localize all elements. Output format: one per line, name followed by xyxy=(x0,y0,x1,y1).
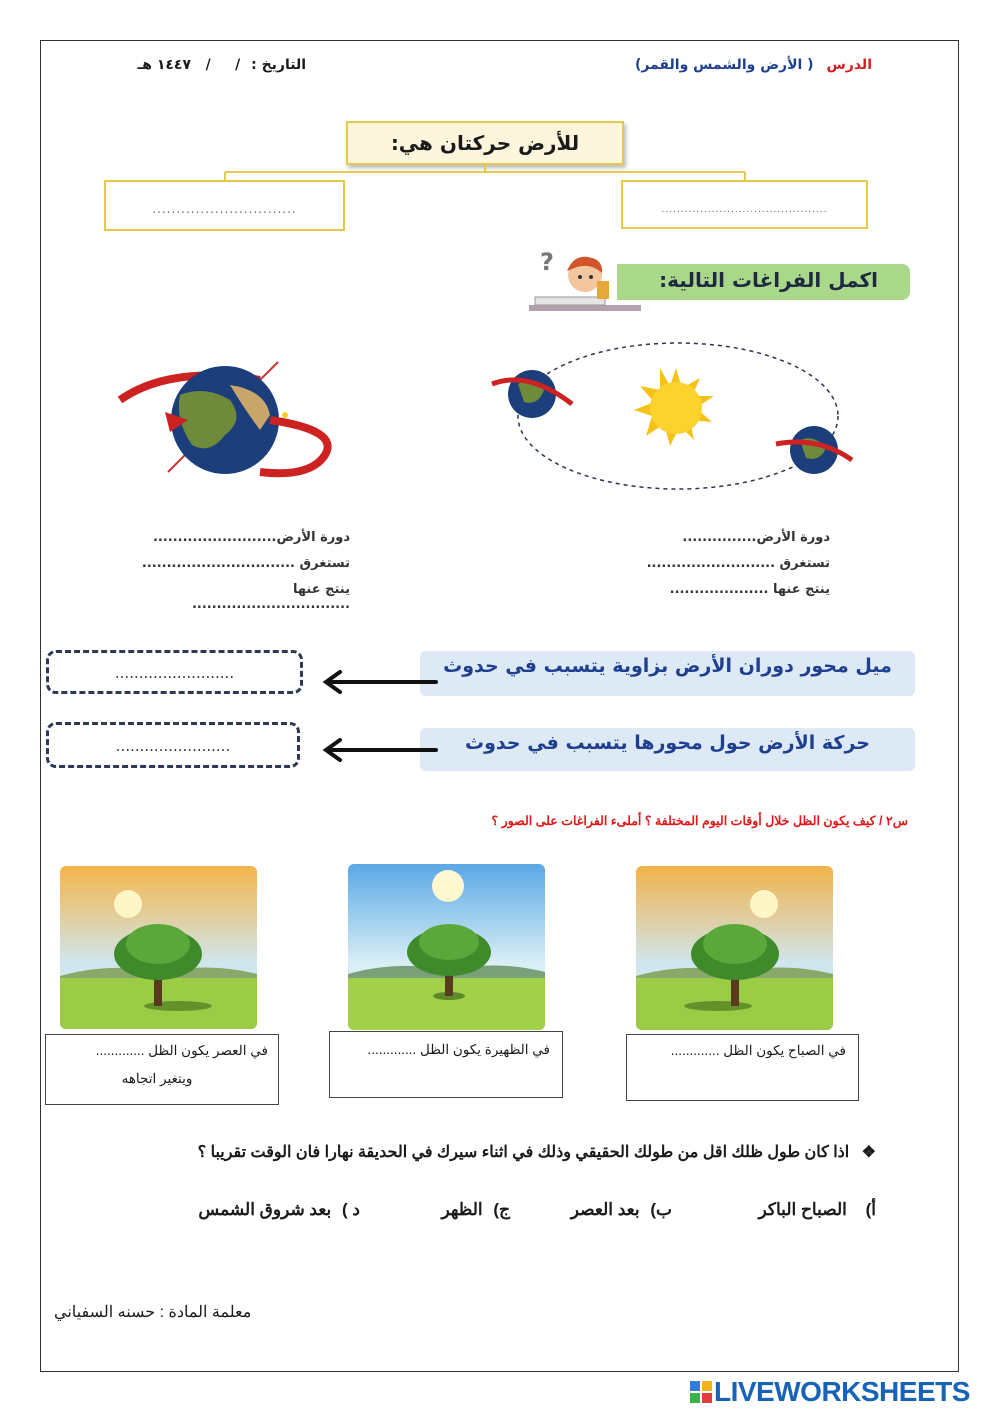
option-a[interactable]: أ) الصباح الباكر xyxy=(758,1200,876,1219)
tree-afternoon-image xyxy=(60,866,257,1029)
thinking-child-illustration xyxy=(525,245,645,315)
rotation-label-3: ينتج عنها ................................ xyxy=(191,582,350,612)
liveworksheets-logo-icon xyxy=(690,1381,712,1403)
worksheet-frame xyxy=(40,40,959,1372)
date-field xyxy=(66,57,306,73)
brand-text: LIVEWORKSHEETS xyxy=(714,1376,970,1407)
earth-rotation-illustration xyxy=(110,360,350,485)
lesson-title: ( الأرض والشمس والقمر) xyxy=(634,57,814,73)
answer-rotation-field[interactable]: ........................ xyxy=(46,722,300,768)
arrow-left-icon xyxy=(320,736,438,764)
option-b[interactable]: ب) بعد العصر xyxy=(570,1200,672,1219)
svg-text:?: ? xyxy=(540,248,554,276)
fill-title: اكمل الفراغات التالية: xyxy=(659,268,878,292)
diamond-bullet-icon: ❖ xyxy=(861,1144,876,1161)
cause-rotation: حركة الأرض حول محورها يتسبب في حدوث xyxy=(420,728,915,771)
answer-tilt-field[interactable]: ......................... xyxy=(46,650,303,694)
question-3: ❖ اذا كان طول ظلك اقل من طولك الحقيقي وذلك في اثناء سيرك في الحديقة نهارا فان الوقت تقريبا ؟ xyxy=(197,1144,876,1161)
teacher-name: معلمة المادة : حسنه السفياني xyxy=(54,1304,252,1321)
date-value: / / ١٤٤٧ هـ xyxy=(137,57,241,73)
revolution-label-2: تستغرق .......................... xyxy=(646,556,830,571)
revolution-label-3: ينتج عنها .................... xyxy=(669,582,830,597)
question-2: س٢ / كيف يكون الظل خلال أوقات اليوم المختلفة ؟ أملىء الفراغات على الصور ؟ xyxy=(491,814,908,828)
liveworksheets-logo[interactable] xyxy=(690,1376,970,1408)
lesson-label: الدرس xyxy=(826,57,872,73)
earth-revolution-illustration xyxy=(488,340,860,500)
date-label: التاريخ : xyxy=(251,57,306,73)
motion-answer-left[interactable]: .............................. xyxy=(104,180,345,231)
fill-banner xyxy=(617,264,910,300)
caption-morning[interactable]: في الصباح يكون الظل ............. xyxy=(626,1034,859,1101)
rotation-label-1: دورة الأرض......................... xyxy=(152,530,350,545)
option-d[interactable]: د ) بعد شروق الشمس xyxy=(198,1200,360,1219)
caption-noon[interactable]: في الظهيرة يكون الظل ............. xyxy=(329,1031,563,1098)
motion-answer-right[interactable]: ........................................... xyxy=(621,180,868,229)
revolution-label-1: دورة الأرض............... xyxy=(682,530,830,545)
motions-title-box xyxy=(346,121,624,165)
tree-noon-image xyxy=(348,864,545,1030)
caption-afternoon[interactable]: في العصر يكون الظل ............. ويتغير اتجاهه xyxy=(45,1034,279,1105)
cause-tilt: ميل محور دوران الأرض بزاوية يتسبب في حدوث xyxy=(420,651,915,696)
option-c[interactable]: ج) الظهر xyxy=(441,1200,510,1219)
tree-morning-image xyxy=(636,866,833,1030)
motions-title: للأرض حركتان هي: xyxy=(390,131,580,155)
rotation-label-2: تستغرق ............................... xyxy=(141,556,350,571)
arrow-left-icon xyxy=(320,668,438,696)
lesson-header xyxy=(635,57,872,73)
